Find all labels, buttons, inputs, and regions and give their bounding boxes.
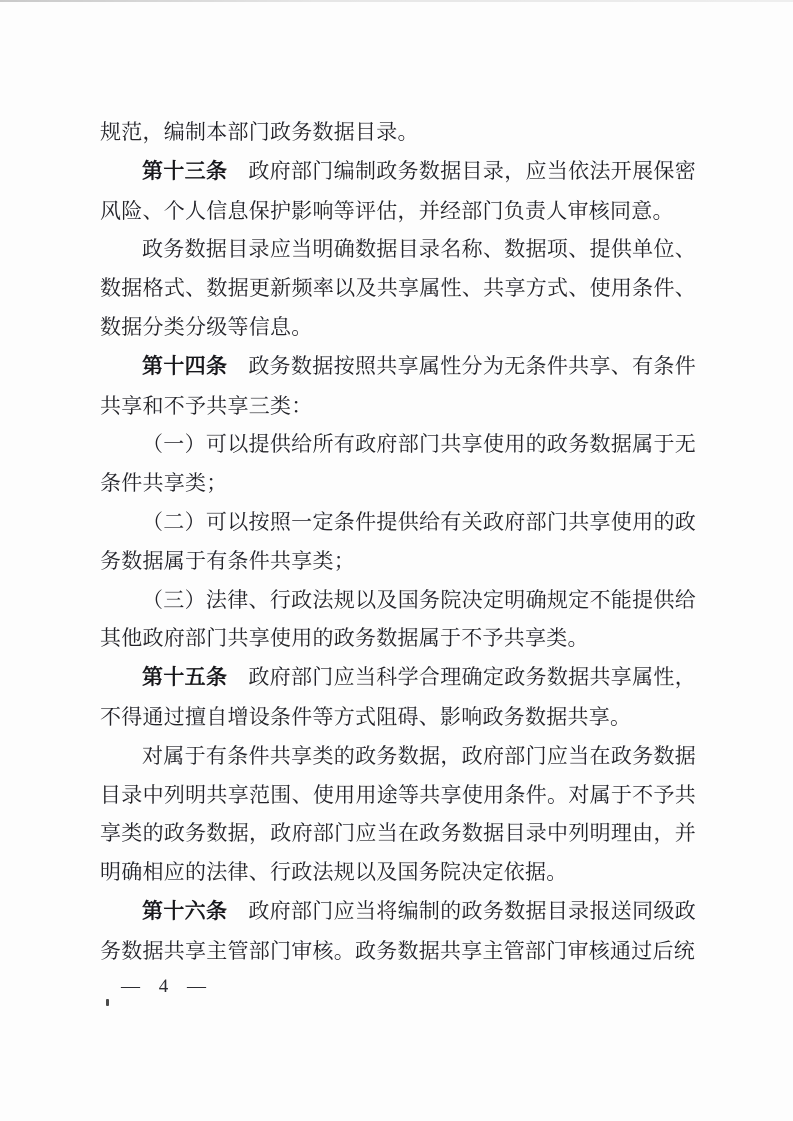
page-number-text: — 4 — <box>121 976 207 997</box>
paragraph-text: （二）可以按照一定条件提供给有关政府部门共享使用的政务数据属于有条件共享类； <box>100 509 696 573</box>
article-14-text: 政务数据按照共享属性分为无条件共享、有条件共享和不予共享三类： <box>100 353 696 418</box>
article-14-paragraph <box>100 347 696 426</box>
article-15-text: 政府部门应当科学合理确定政务数据共享属性，不得通过擅自增设条件等方式阻碍、影响政务数据共享。 <box>100 665 696 729</box>
paragraph-text: （三）法律、行政法规以及国务院决定明确规定不能提供给其他政府部门共享使用的政务数据属于不予共享类。 <box>100 587 696 651</box>
paragraph-text: （一）可以提供给所有政府部门共享使用的政务数据属于无条件共享类； <box>100 432 696 496</box>
item-3-paragraph <box>100 581 696 659</box>
paragraph-text: 对属于有条件共享类的政务数据，政府部门应当在政务数据目录中列明共享范围、使用用途等共享使用条件。对属于不予共享类的政务数据，政府部门应当在政务数据目录中列明理由，并明确相应的法律、行政法规以及国务院决定依据。 <box>100 743 696 885</box>
paragraph-continuation <box>100 113 696 152</box>
article-13-number: 第十三条 <box>142 159 228 183</box>
item-1-paragraph <box>100 425 696 503</box>
article-16-paragraph <box>100 892 696 971</box>
article-16-text: 政府部门应当将编制的政务数据目录报送同级政务数据共享主管部门审核。政务数据共享主管部门审核通过后统 <box>100 898 696 963</box>
article-14-number: 第十四条 <box>142 354 228 378</box>
article-13-text: 政府部门编制政务数据目录，应当依法开展保密风险、个人信息保护影响等评估，并经部门负责人审核同意。 <box>100 158 696 223</box>
paragraph-text: 规范，编制本部门政务数据目录。 <box>100 120 419 144</box>
document-body <box>100 113 696 971</box>
article-13-paragraph <box>100 152 696 231</box>
scan-edge-artifact <box>0 0 793 2</box>
scan-speck-artifact <box>106 999 109 1006</box>
catalog-content-paragraph <box>100 230 696 346</box>
paragraph-text: 政务数据目录应当明确数据目录名称、数据项、提供单位、数据格式、数据更新频率以及共享属性、共享方式、使用条件、数据分类分级等信息。 <box>100 237 696 339</box>
conditional-share-paragraph <box>100 737 696 892</box>
article-16-number: 第十六条 <box>142 899 228 923</box>
page-number <box>121 976 207 998</box>
article-15-number: 第十五条 <box>142 666 228 690</box>
article-15-paragraph <box>100 658 696 737</box>
item-2-paragraph <box>100 503 696 581</box>
